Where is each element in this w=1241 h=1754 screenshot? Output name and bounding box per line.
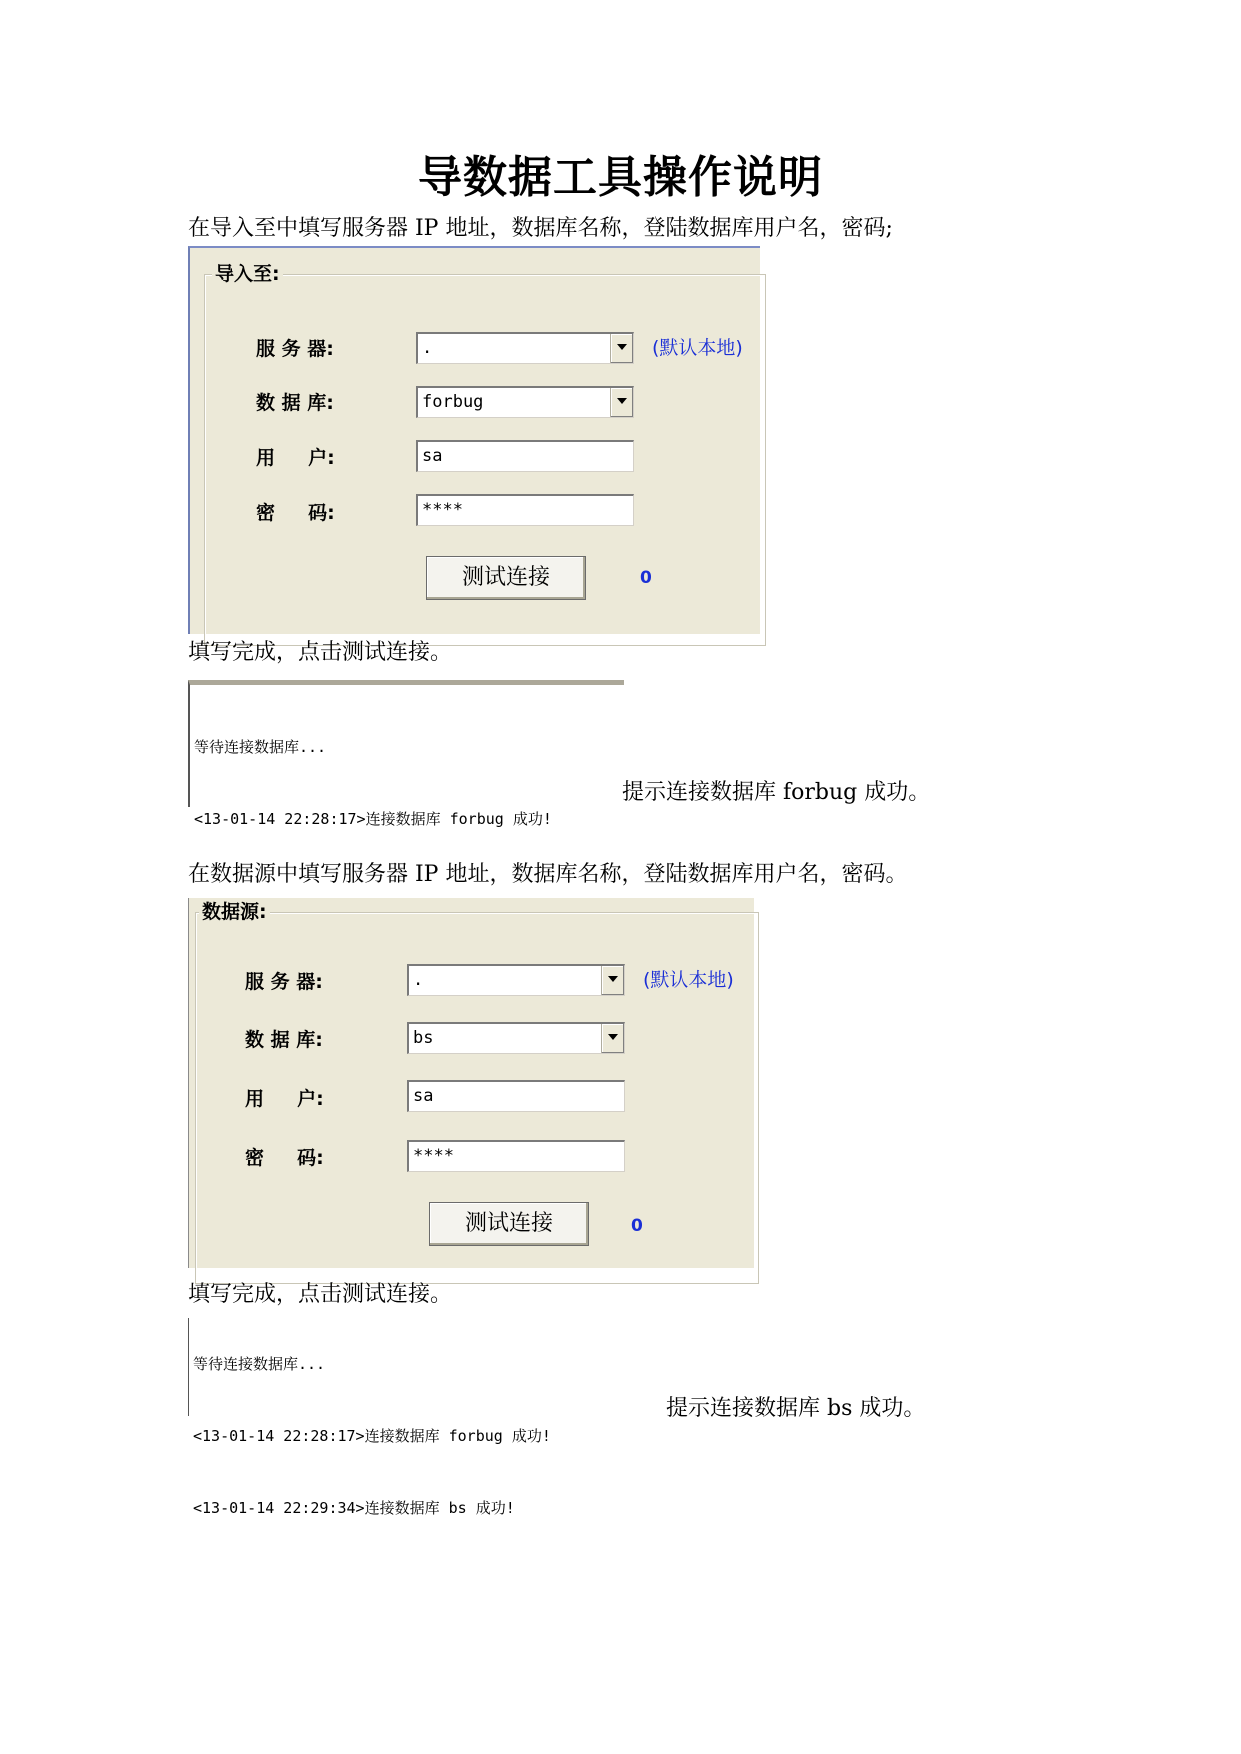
server-default-hint: (默认本地) [643, 969, 734, 991]
group-legend: 数据源: [199, 900, 270, 924]
status-counter: 0 [631, 1216, 643, 1236]
server-default-hint: (默认本地) [652, 337, 743, 359]
password-label: 密 码: [245, 1147, 324, 1169]
log-line: 等待连接数据库... [193, 1355, 326, 1373]
server-combobox[interactable] [407, 964, 625, 996]
server-combobox[interactable] [416, 332, 634, 364]
user-input[interactable]: sa [416, 440, 634, 472]
database-label: 数 据 库: [256, 392, 334, 414]
log-line: <13-01-14 22:29:34>连接数据库 bs 成功! [193, 1499, 515, 1517]
server-value: . [413, 970, 424, 990]
status-counter: 0 [640, 568, 652, 588]
user-input[interactable]: sa [407, 1080, 625, 1112]
user-label: 用 户: [256, 447, 335, 469]
database-combobox[interactable] [407, 1022, 625, 1054]
server-label: 服 务 器: [245, 971, 323, 993]
log-line: <13-01-14 22:28:17>连接数据库 forbug 成功! [194, 810, 552, 828]
document-title: 导数据工具操作说明 [418, 152, 823, 203]
result-forbug-success: 提示连接数据库 forbug 成功。 [622, 780, 931, 805]
result-bs-success: 提示连接数据库 bs 成功。 [666, 1396, 926, 1421]
instruction-data-source: 在数据源中填写服务器 IP 地址，数据库名称，登陆数据库用户名，密码。 [188, 862, 908, 887]
user-label: 用 户: [245, 1088, 324, 1110]
chevron-down-icon[interactable] [601, 966, 624, 995]
password-input[interactable]: **** [416, 494, 634, 526]
database-value: bs [413, 1028, 434, 1048]
database-value: forbug [422, 392, 484, 412]
test-connection-button[interactable]: 测试连接 [429, 1202, 589, 1246]
instruction-click-test-2: 填写完成，点击测试连接。 [188, 1282, 453, 1307]
group-legend: 导入至: [212, 262, 283, 286]
connection-log-2 [188, 1318, 639, 1517]
password-label: 密 码: [256, 502, 335, 524]
chevron-down-icon[interactable] [610, 388, 633, 417]
instruction-click-test-1: 填写完成，点击测试连接。 [188, 640, 453, 665]
password-input[interactable]: **** [407, 1140, 625, 1172]
connection-log-1 [188, 680, 624, 828]
database-label: 数 据 库: [245, 1029, 323, 1051]
log-line: <13-01-14 22:28:17>连接数据库 forbug 成功! [193, 1427, 551, 1445]
server-label: 服 务 器: [256, 338, 334, 360]
server-value: . [422, 338, 433, 358]
import-target-panel-screenshot [188, 246, 760, 634]
data-source-panel-screenshot [188, 898, 754, 1268]
chevron-down-icon[interactable] [610, 334, 633, 363]
log-line: 等待连接数据库... [194, 738, 327, 756]
test-connection-button[interactable]: 测试连接 [426, 556, 586, 600]
instruction-import-target: 在导入至中填写服务器 IP 地址，数据库名称，登陆数据库用户名，密码; [188, 216, 893, 241]
database-combobox[interactable] [416, 386, 634, 418]
chevron-down-icon[interactable] [601, 1024, 624, 1053]
